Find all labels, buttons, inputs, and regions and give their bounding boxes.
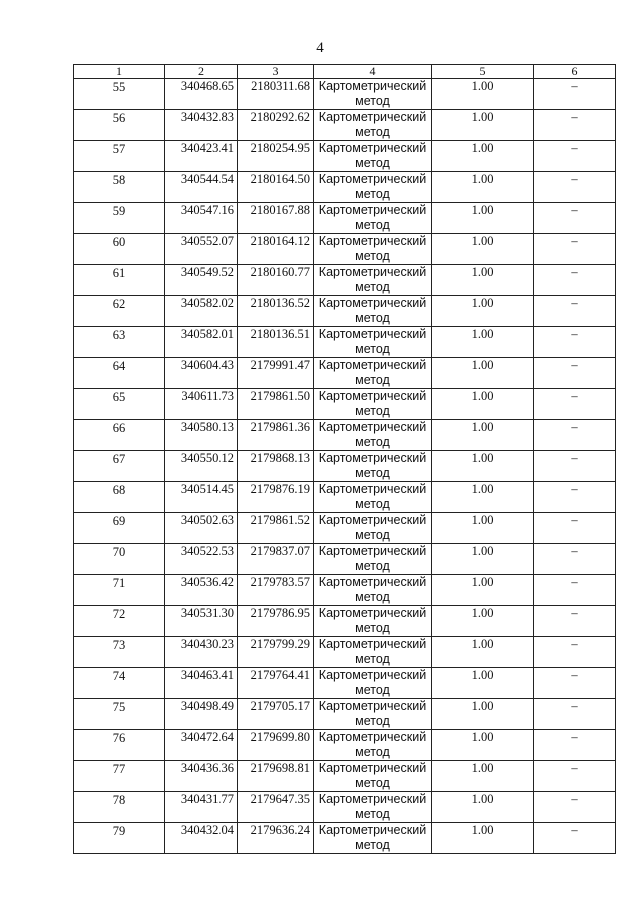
x-coordinate-cell: 340580.13 <box>165 420 238 451</box>
description-cell: – <box>534 699 616 730</box>
x-coordinate-cell: 340582.02 <box>165 296 238 327</box>
accuracy-cell: 1.00 <box>432 575 534 606</box>
accuracy-cell: 1.00 <box>432 110 534 141</box>
point-number-cell: 64 <box>74 358 165 389</box>
x-coordinate-cell: 340463.41 <box>165 668 238 699</box>
method-cell: Картометрический метод <box>314 420 432 451</box>
y-coordinate-cell: 2180164.50 <box>238 172 314 203</box>
x-coordinate-cell: 340423.41 <box>165 141 238 172</box>
point-number-cell: 65 <box>74 389 165 420</box>
point-number-cell: 72 <box>74 606 165 637</box>
x-coordinate-cell: 340432.04 <box>165 823 238 854</box>
point-number-cell: 59 <box>74 203 165 234</box>
description-cell: – <box>534 110 616 141</box>
accuracy-cell: 1.00 <box>432 544 534 575</box>
table-row <box>74 668 616 699</box>
accuracy-cell: 1.00 <box>432 172 534 203</box>
description-cell: – <box>534 575 616 606</box>
y-coordinate-cell: 2179636.24 <box>238 823 314 854</box>
accuracy-cell: 1.00 <box>432 420 534 451</box>
accuracy-cell: 1.00 <box>432 699 534 730</box>
method-cell: Картометрический метод <box>314 141 432 172</box>
x-coordinate-cell: 340547.16 <box>165 203 238 234</box>
table-row <box>74 606 616 637</box>
table-row <box>74 699 616 730</box>
method-cell: Картометрический метод <box>314 327 432 358</box>
method-cell: Картометрический метод <box>314 606 432 637</box>
y-coordinate-cell: 2179764.41 <box>238 668 314 699</box>
point-number-cell: 57 <box>74 141 165 172</box>
description-cell: – <box>534 513 616 544</box>
y-coordinate-cell: 2180254.95 <box>238 141 314 172</box>
point-number-cell: 68 <box>74 482 165 513</box>
y-coordinate-cell: 2179991.47 <box>238 358 314 389</box>
x-coordinate-cell: 340611.73 <box>165 389 238 420</box>
table-row <box>74 792 616 823</box>
method-cell: Картометрический метод <box>314 513 432 544</box>
table-row <box>74 451 616 482</box>
description-cell: – <box>534 234 616 265</box>
table-row <box>74 637 616 668</box>
table-row <box>74 203 616 234</box>
method-cell: Картометрический метод <box>314 575 432 606</box>
x-coordinate-cell: 340468.65 <box>165 79 238 110</box>
y-coordinate-cell: 2179861.52 <box>238 513 314 544</box>
description-cell: – <box>534 668 616 699</box>
y-coordinate-cell: 2180136.52 <box>238 296 314 327</box>
point-number-cell: 78 <box>74 792 165 823</box>
table-row <box>74 761 616 792</box>
table-row <box>74 296 616 327</box>
x-coordinate-cell: 340432.83 <box>165 110 238 141</box>
y-coordinate-cell: 2180167.88 <box>238 203 314 234</box>
accuracy-cell: 1.00 <box>432 358 534 389</box>
point-number-cell: 63 <box>74 327 165 358</box>
description-cell: – <box>534 606 616 637</box>
table-row <box>74 327 616 358</box>
column-header: 5 <box>432 65 534 79</box>
table-body <box>74 65 616 854</box>
point-number-cell: 77 <box>74 761 165 792</box>
x-coordinate-cell: 340531.30 <box>165 606 238 637</box>
accuracy-cell: 1.00 <box>432 761 534 792</box>
point-number-cell: 61 <box>74 265 165 296</box>
description-cell: – <box>534 203 616 234</box>
y-coordinate-cell: 2179861.50 <box>238 389 314 420</box>
table-row <box>74 544 616 575</box>
accuracy-cell: 1.00 <box>432 606 534 637</box>
description-cell: – <box>534 327 616 358</box>
description-cell: – <box>534 823 616 854</box>
y-coordinate-cell: 2180136.51 <box>238 327 314 358</box>
point-number-cell: 73 <box>74 637 165 668</box>
accuracy-cell: 1.00 <box>432 79 534 110</box>
method-cell: Картометрический метод <box>314 792 432 823</box>
column-header: 1 <box>74 65 165 79</box>
method-cell: Картометрический метод <box>314 482 432 513</box>
table-row <box>74 234 616 265</box>
method-cell: Картометрический метод <box>314 389 432 420</box>
y-coordinate-cell: 2179699.80 <box>238 730 314 761</box>
table-row <box>74 420 616 451</box>
method-cell: Картометрический метод <box>314 451 432 482</box>
y-coordinate-cell: 2179647.35 <box>238 792 314 823</box>
point-number-cell: 56 <box>74 110 165 141</box>
accuracy-cell: 1.00 <box>432 296 534 327</box>
description-cell: – <box>534 761 616 792</box>
method-cell: Картометрический метод <box>314 203 432 234</box>
description-cell: – <box>534 389 616 420</box>
table-row <box>74 141 616 172</box>
accuracy-cell: 1.00 <box>432 513 534 544</box>
point-number-cell: 71 <box>74 575 165 606</box>
x-coordinate-cell: 340522.53 <box>165 544 238 575</box>
description-cell: – <box>534 544 616 575</box>
method-cell: Картометрический метод <box>314 544 432 575</box>
description-cell: – <box>534 296 616 327</box>
point-number-cell: 70 <box>74 544 165 575</box>
accuracy-cell: 1.00 <box>432 792 534 823</box>
method-cell: Картометрический метод <box>314 234 432 265</box>
description-cell: – <box>534 172 616 203</box>
description-cell: – <box>534 482 616 513</box>
x-coordinate-cell: 340430.23 <box>165 637 238 668</box>
table-row <box>74 389 616 420</box>
table-row <box>74 172 616 203</box>
accuracy-cell: 1.00 <box>432 668 534 699</box>
description-cell: – <box>534 141 616 172</box>
y-coordinate-cell: 2180292.62 <box>238 110 314 141</box>
table-row <box>74 730 616 761</box>
accuracy-cell: 1.00 <box>432 451 534 482</box>
x-coordinate-cell: 340549.52 <box>165 265 238 296</box>
point-number-cell: 62 <box>74 296 165 327</box>
accuracy-cell: 1.00 <box>432 234 534 265</box>
accuracy-cell: 1.00 <box>432 730 534 761</box>
accuracy-cell: 1.00 <box>432 327 534 358</box>
y-coordinate-cell: 2179876.19 <box>238 482 314 513</box>
point-number-cell: 79 <box>74 823 165 854</box>
description-cell: – <box>534 792 616 823</box>
table-row <box>74 110 616 141</box>
table-header-row <box>74 65 616 79</box>
method-cell: Картометрический метод <box>314 296 432 327</box>
description-cell: – <box>534 420 616 451</box>
y-coordinate-cell: 2180311.68 <box>238 79 314 110</box>
method-cell: Картометрический метод <box>314 79 432 110</box>
point-number-cell: 69 <box>74 513 165 544</box>
method-cell: Картометрический метод <box>314 699 432 730</box>
x-coordinate-cell: 340502.63 <box>165 513 238 544</box>
accuracy-cell: 1.00 <box>432 482 534 513</box>
table-row <box>74 79 616 110</box>
table-row <box>74 482 616 513</box>
x-coordinate-cell: 340472.64 <box>165 730 238 761</box>
point-number-cell: 55 <box>74 79 165 110</box>
method-cell: Картометрический метод <box>314 761 432 792</box>
method-cell: Картометрический метод <box>314 730 432 761</box>
method-cell: Картометрический метод <box>314 358 432 389</box>
x-coordinate-cell: 340536.42 <box>165 575 238 606</box>
accuracy-cell: 1.00 <box>432 141 534 172</box>
point-number-cell: 60 <box>74 234 165 265</box>
column-header: 4 <box>314 65 432 79</box>
column-header: 3 <box>238 65 314 79</box>
accuracy-cell: 1.00 <box>432 265 534 296</box>
method-cell: Картометрический метод <box>314 265 432 296</box>
y-coordinate-cell: 2179799.29 <box>238 637 314 668</box>
x-coordinate-cell: 340552.07 <box>165 234 238 265</box>
description-cell: – <box>534 358 616 389</box>
y-coordinate-cell: 2179705.17 <box>238 699 314 730</box>
point-number-cell: 67 <box>74 451 165 482</box>
x-coordinate-cell: 340604.43 <box>165 358 238 389</box>
coordinates-table <box>73 64 616 854</box>
column-header: 2 <box>165 65 238 79</box>
accuracy-cell: 1.00 <box>432 823 534 854</box>
point-number-cell: 66 <box>74 420 165 451</box>
point-number-cell: 76 <box>74 730 165 761</box>
point-number-cell: 75 <box>74 699 165 730</box>
y-coordinate-cell: 2180164.12 <box>238 234 314 265</box>
accuracy-cell: 1.00 <box>432 389 534 420</box>
x-coordinate-cell: 340436.36 <box>165 761 238 792</box>
point-number-cell: 74 <box>74 668 165 699</box>
method-cell: Картометрический метод <box>314 823 432 854</box>
table-row <box>74 823 616 854</box>
description-cell: – <box>534 637 616 668</box>
accuracy-cell: 1.00 <box>432 203 534 234</box>
x-coordinate-cell: 340514.45 <box>165 482 238 513</box>
x-coordinate-cell: 340550.12 <box>165 451 238 482</box>
point-number-cell: 58 <box>74 172 165 203</box>
y-coordinate-cell: 2179786.95 <box>238 606 314 637</box>
description-cell: – <box>534 730 616 761</box>
x-coordinate-cell: 340544.54 <box>165 172 238 203</box>
table-row <box>74 513 616 544</box>
method-cell: Картометрический метод <box>314 637 432 668</box>
y-coordinate-cell: 2179837.07 <box>238 544 314 575</box>
x-coordinate-cell: 340582.01 <box>165 327 238 358</box>
table-row <box>74 358 616 389</box>
page-number: 4 <box>316 40 324 56</box>
accuracy-cell: 1.00 <box>432 637 534 668</box>
x-coordinate-cell: 340498.49 <box>165 699 238 730</box>
y-coordinate-cell: 2179861.36 <box>238 420 314 451</box>
y-coordinate-cell: 2179868.13 <box>238 451 314 482</box>
method-cell: Картометрический метод <box>314 172 432 203</box>
table-row <box>74 575 616 606</box>
y-coordinate-cell: 2179783.57 <box>238 575 314 606</box>
y-coordinate-cell: 2179698.81 <box>238 761 314 792</box>
column-header: 6 <box>534 65 616 79</box>
y-coordinate-cell: 2180160.77 <box>238 265 314 296</box>
description-cell: – <box>534 265 616 296</box>
method-cell: Картометрический метод <box>314 110 432 141</box>
method-cell: Картометрический метод <box>314 668 432 699</box>
table-row <box>74 265 616 296</box>
description-cell: – <box>534 451 616 482</box>
description-cell: – <box>534 79 616 110</box>
x-coordinate-cell: 340431.77 <box>165 792 238 823</box>
